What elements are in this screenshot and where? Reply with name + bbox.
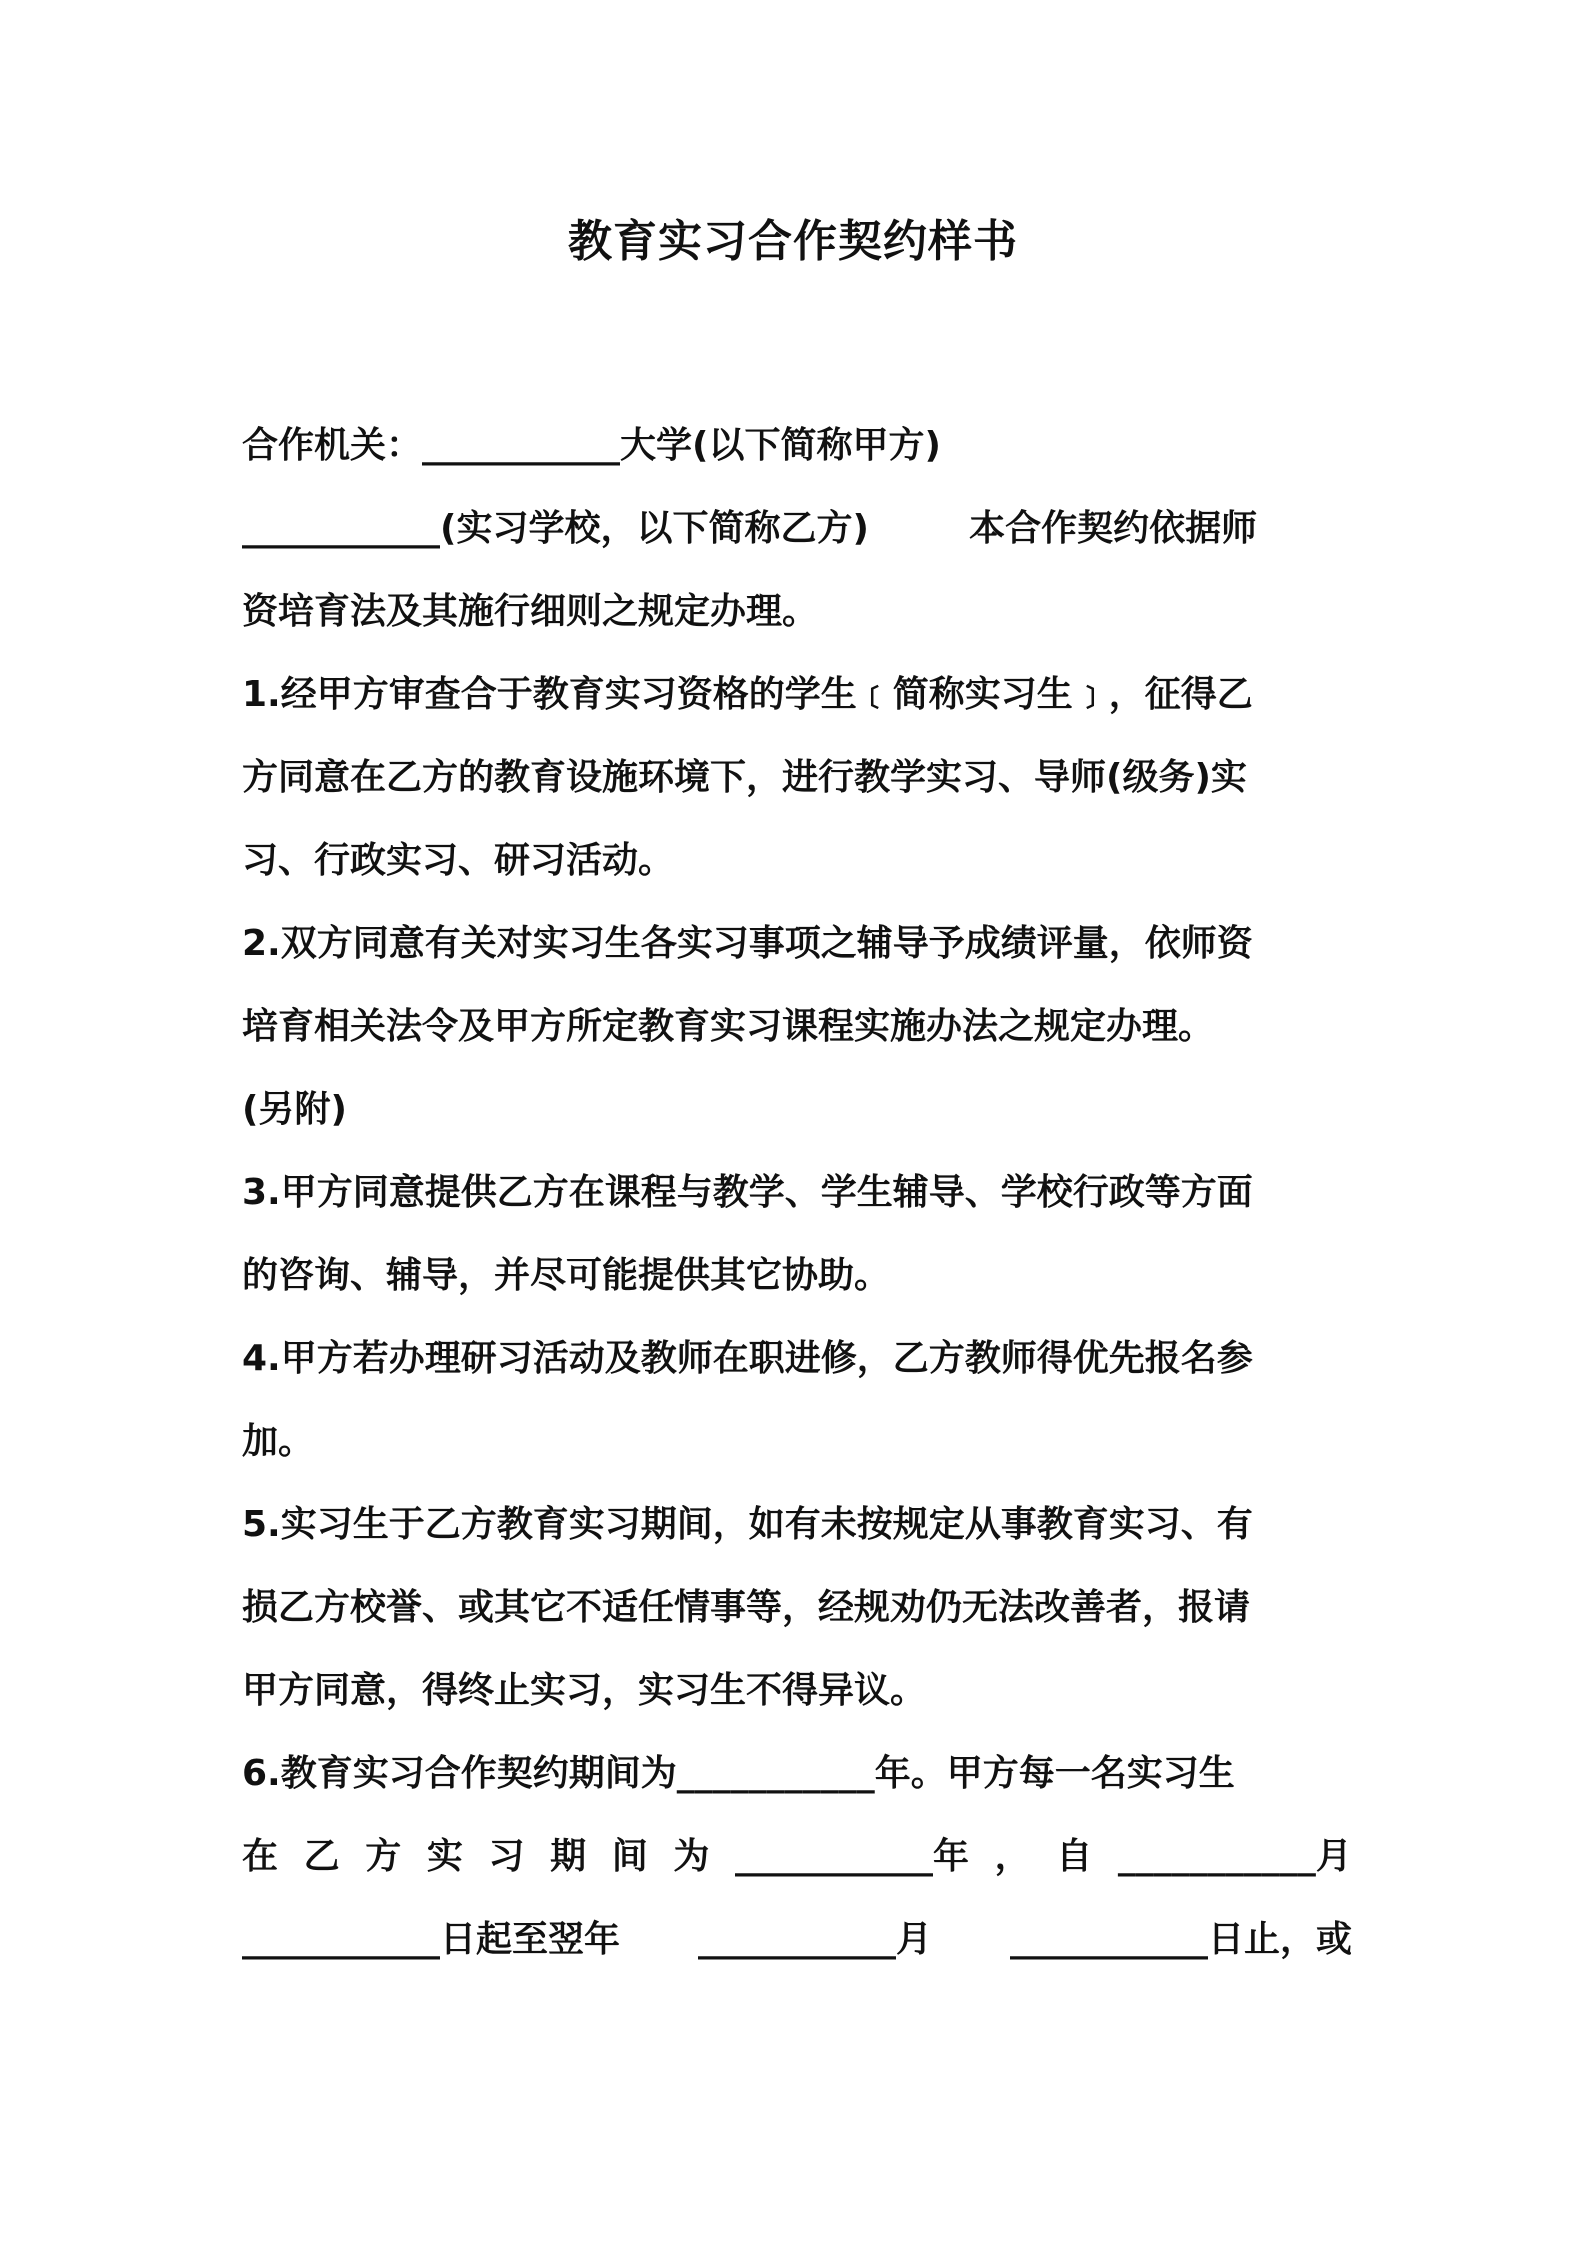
text-line: 5.实习生于乙方教育实习期间，如有未按规定从事教育实习、有 xyxy=(242,1504,1253,1545)
text-line: 2.双方同意有关对实习生各实习事项之辅导予成绩评量，依师资 xyxy=(242,923,1253,964)
text-line: 4.甲方若办理研习活动及教师在职进修，乙方教师得优先报名参 xyxy=(242,1338,1253,1379)
text-segment: ___________日止，或 xyxy=(1009,1919,1352,1960)
text-segment: 自 xyxy=(1056,1836,1093,1877)
text-line: 的咨询、辅导，并尽可能提供其它协助。 xyxy=(242,1255,891,1296)
text-segment: 实 xyxy=(426,1836,463,1877)
text-line: 6.教育实习合作契约期间为___________年。甲方每一名实习生 xyxy=(242,1753,1235,1794)
text-segment: ___________月 xyxy=(697,1919,932,1960)
text-line: 方同意在乙方的教育设施环境下，进行教学实习、导师(级务)实 xyxy=(242,757,1247,798)
justified-text-line xyxy=(242,1815,1352,1898)
text-segment: 在 xyxy=(242,1836,279,1877)
text-line: 习、行政实习、研习活动。 xyxy=(242,840,675,881)
text-segment: ， xyxy=(994,1836,1031,1877)
text-line: 培育相关法令及甲方所定教育实习课程实施办法之规定办理。 xyxy=(242,1006,1215,1047)
text-line: (另附) xyxy=(242,1089,347,1130)
text-segment: ___________月 xyxy=(1117,1836,1352,1877)
text-line: 损乙方校誉、或其它不适任情事等，经规劝仍无法改善者，报请 xyxy=(242,1587,1251,1628)
text-segment: 乙 xyxy=(303,1836,340,1877)
text-segment: ___________日起至翌年 xyxy=(242,1919,621,1960)
text-segment: 习 xyxy=(488,1836,525,1877)
text-line: 合作机关：___________大学(以下简称甲方) xyxy=(242,425,941,466)
text-segment: 方 xyxy=(365,1836,402,1877)
text-segment: 期 xyxy=(550,1836,587,1877)
text-line: 甲方同意，得终止实习，实习生不得异议。 xyxy=(242,1670,927,1711)
text-segment: 为 xyxy=(673,1836,710,1877)
document-body xyxy=(242,404,1352,1981)
justified-text-line xyxy=(242,1898,1352,1981)
text-line: 1.经甲方审查合于教育实习资格的学生﹝简称实习生﹞，征得乙 xyxy=(242,674,1253,715)
text-line: 3.甲方同意提供乙方在课程与教学、学生辅导、学校行政等方面 xyxy=(242,1172,1253,1213)
text-line: ___________(实习学校，以下简称乙方) 本合作契约依据师 xyxy=(242,508,1258,549)
document-title: 教育实习合作契约样书 xyxy=(568,216,1018,267)
text-line: 加。 xyxy=(242,1421,315,1462)
text-segment: 间 xyxy=(611,1836,648,1877)
text-line: 资培育法及其施行细则之规定办理。 xyxy=(242,591,819,632)
text-segment: ___________年 xyxy=(735,1836,970,1877)
